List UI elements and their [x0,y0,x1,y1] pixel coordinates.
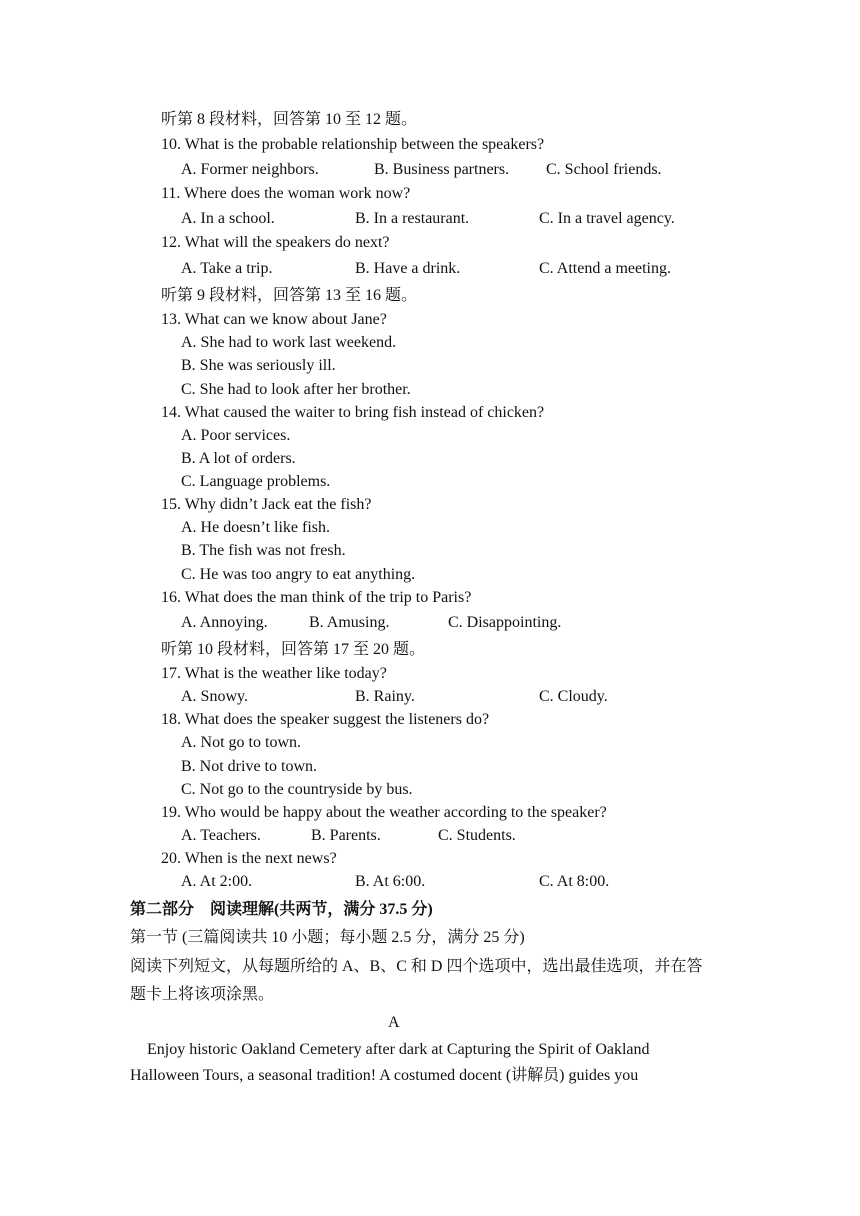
question-18: 18. What does the speaker suggest the listeners do? [161,711,490,728]
q19-option-b: B. Parents. [311,827,381,844]
q17-option-a: A. Snowy. [181,688,248,705]
q13-option-c: C. She had to look after her brother. [181,381,411,398]
q10-option-b: B. Business partners. [374,161,510,178]
question-15: 15. Why didn’t Jack eat the fish? [161,496,372,513]
q16-option-c: C. Disappointing. [448,614,562,631]
passage-line-1: Enjoy historic Oakland Cemetery after dark at Capturing the Spirit of Oakland [147,1041,650,1058]
question-11: 11. Where does the woman work now? [161,185,411,202]
q20-option-b: B. At 6:00. [355,873,426,890]
q12-option-b: B. Have a drink. [355,260,461,277]
q19-option-a: A. Teachers. [181,827,261,844]
question-12: 12. What will the speakers do next? [161,234,390,251]
q16-option-b: B. Amusing. [309,614,390,631]
q10-option-c: C. School friends. [546,161,662,178]
q20-option-a: A. At 2:00. [181,873,253,890]
q15-option-c: C. He was too angry to eat anything. [181,566,416,583]
q20-option-c: C. At 8:00. [539,873,610,890]
q16-option-a: A. Annoying. [181,614,268,631]
q11-option-c: C. In a travel agency. [539,210,675,227]
listening-intro-9: 听第 9 段材料，回答第 13 至 16 题。 [161,287,418,304]
q18-option-a: A. Not go to town. [181,734,301,751]
reading-instructions-line2: 题卡上将该项涂黑。 [130,986,275,1003]
listening-intro-10: 听第 10 段材料，回答第 17 至 20 题。 [161,641,426,658]
q12-option-a: A. Take a trip. [181,260,273,277]
passage-label: A [388,1014,400,1031]
q11-option-b: B. In a restaurant. [355,210,470,227]
q17-option-c: C. Cloudy. [539,688,608,705]
q11-option-a: A. In a school. [181,210,275,227]
q15-option-b: B. The fish was not fresh. [181,542,346,559]
passage-line-2: Halloween Tours, a seasonal tradition! A costumed docent (讲解员) guides you [130,1067,639,1084]
section-one-heading: 第一节 (三篇阅读共 10 小题；每小题 2.5 分，满分 25 分) [130,929,525,946]
q13-option-b: B. She was seriously ill. [181,357,336,374]
question-20: 20. When is the next news? [161,850,337,867]
q18-option-b: B. Not drive to town. [181,758,317,775]
part-two-heading: 第二部分 阅读理解(共两节，满分 37.5 分) [130,901,433,918]
q17-option-b: B. Rainy. [355,688,415,705]
q19-option-c: C. Students. [438,827,516,844]
q10-option-a: A. Former neighbors. [181,161,319,178]
question-14: 14. What caused the waiter to bring fish instead of chicken? [161,404,545,421]
reading-instructions-line1: 阅读下列短文，从每题所给的 A、B、C 和 D 四个选项中，选出最佳选项，并在答 [130,958,703,975]
listening-intro-8: 听第 8 段材料，回答第 10 至 12 题。 [161,111,418,128]
question-16: 16. What does the man think of the trip to Paris? [161,589,472,606]
question-10: 10. What is the probable relationship between the speakers? [161,136,545,153]
q14-option-b: B. A lot of orders. [181,450,296,467]
q13-option-a: A. She had to work last weekend. [181,334,397,351]
q14-option-a: A. Poor services. [181,427,291,444]
question-19: 19. Who would be happy about the weather according to the speaker? [161,804,607,821]
question-17: 17. What is the weather like today? [161,665,387,682]
question-13: 13. What can we know about Jane? [161,311,387,328]
q14-option-c: C. Language problems. [181,473,331,490]
q18-option-c: C. Not go to the countryside by bus. [181,781,413,798]
q12-option-c: C. Attend a meeting. [539,260,671,277]
q15-option-a: A. He doesn’t like fish. [181,519,331,536]
